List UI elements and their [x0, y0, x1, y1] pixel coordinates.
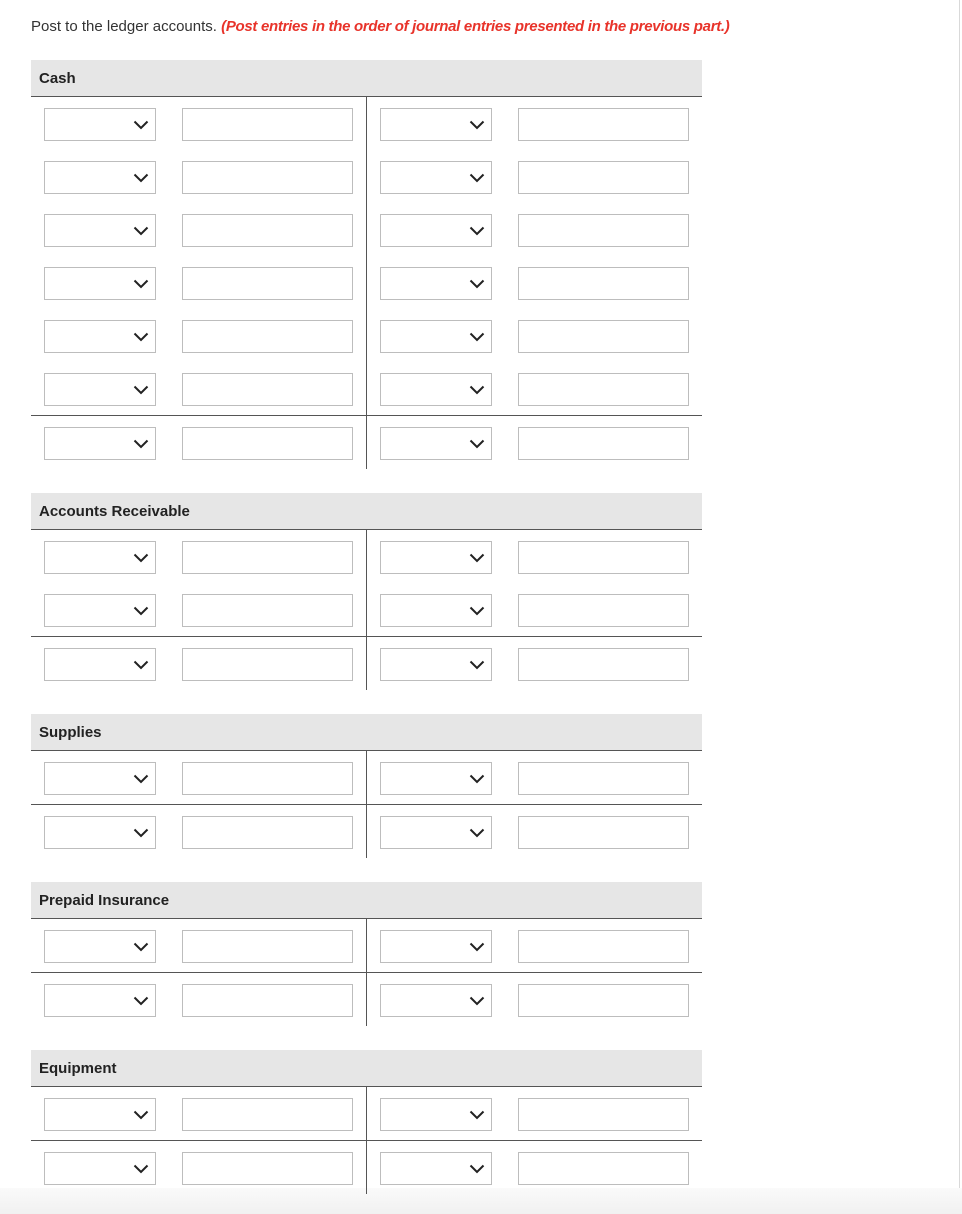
- debit-account-select[interactable]: [44, 267, 156, 300]
- t-account-body: [31, 530, 702, 690]
- debit-amount-input[interactable]: [182, 930, 353, 963]
- account-accounts-receivable: [31, 493, 702, 690]
- credit-amount-input[interactable]: [518, 373, 689, 406]
- debit-amount-input[interactable]: [182, 267, 353, 300]
- account-title: Accounts Receivable: [31, 493, 702, 530]
- credit-account-select[interactable]: [380, 427, 492, 460]
- credit-account-select[interactable]: [380, 541, 492, 574]
- account-title: Equipment: [31, 1050, 702, 1087]
- total-line: [31, 972, 702, 973]
- debit-amount-input[interactable]: [182, 427, 353, 460]
- credit-account-select[interactable]: [380, 108, 492, 141]
- debit-account-select[interactable]: [44, 427, 156, 460]
- credit-amount-input[interactable]: [518, 1152, 689, 1185]
- credit-amount-input[interactable]: [518, 1098, 689, 1131]
- account-title: Supplies: [31, 714, 702, 751]
- debit-amount-input[interactable]: [182, 648, 353, 681]
- ledger-row: [31, 594, 702, 627]
- credit-amount-input[interactable]: [518, 320, 689, 353]
- credit-amount-input[interactable]: [518, 762, 689, 795]
- account-cash: [31, 60, 702, 469]
- debit-account-select[interactable]: [44, 373, 156, 406]
- account-prepaid-insurance: [31, 882, 702, 1026]
- ledger-row: [31, 161, 702, 194]
- ledger-row: [31, 1152, 702, 1185]
- debit-amount-input[interactable]: [182, 108, 353, 141]
- credit-account-select[interactable]: [380, 984, 492, 1017]
- ledger-row: [31, 427, 702, 460]
- credit-account-select[interactable]: [380, 594, 492, 627]
- ledger-row: [31, 1098, 702, 1131]
- t-account-body: [31, 751, 702, 858]
- account-title: Cash: [31, 60, 702, 97]
- t-account-body: [31, 919, 702, 1026]
- debit-amount-input[interactable]: [182, 816, 353, 849]
- debit-amount-input[interactable]: [182, 214, 353, 247]
- debit-account-select[interactable]: [44, 161, 156, 194]
- debit-account-select[interactable]: [44, 648, 156, 681]
- credit-account-select[interactable]: [380, 816, 492, 849]
- credit-amount-input[interactable]: [518, 594, 689, 627]
- credit-account-select[interactable]: [380, 161, 492, 194]
- debit-account-select[interactable]: [44, 984, 156, 1017]
- debit-amount-input[interactable]: [182, 541, 353, 574]
- credit-account-select[interactable]: [380, 214, 492, 247]
- ledger-row: [31, 214, 702, 247]
- ledger-row: [31, 373, 702, 406]
- ledger-row: [31, 648, 702, 681]
- credit-amount-input[interactable]: [518, 930, 689, 963]
- debit-account-select[interactable]: [44, 930, 156, 963]
- ledger-row: [31, 816, 702, 849]
- credit-amount-input[interactable]: [518, 816, 689, 849]
- ledger-row: [31, 108, 702, 141]
- t-account-body: [31, 1087, 702, 1194]
- instruction-text: Post to the ledger accounts.: [31, 18, 217, 35]
- total-line: [31, 1140, 702, 1141]
- credit-account-select[interactable]: [380, 930, 492, 963]
- credit-amount-input[interactable]: [518, 541, 689, 574]
- debit-amount-input[interactable]: [182, 373, 353, 406]
- ledger-row: [31, 267, 702, 300]
- account-supplies: [31, 714, 702, 858]
- credit-account-select[interactable]: [380, 1152, 492, 1185]
- debit-account-select[interactable]: [44, 214, 156, 247]
- ledger-row: [31, 762, 702, 795]
- instruction: [31, 18, 730, 35]
- credit-account-select[interactable]: [380, 320, 492, 353]
- debit-account-select[interactable]: [44, 1098, 156, 1131]
- debit-account-select[interactable]: [44, 320, 156, 353]
- debit-amount-input[interactable]: [182, 320, 353, 353]
- debit-amount-input[interactable]: [182, 984, 353, 1017]
- instruction-note: (Post entries in the order of journal entries presented in the previous part.): [221, 18, 730, 35]
- page-frame-border: [959, 0, 960, 1214]
- debit-account-select[interactable]: [44, 1152, 156, 1185]
- credit-amount-input[interactable]: [518, 267, 689, 300]
- debit-amount-input[interactable]: [182, 1152, 353, 1185]
- ledger-row: [31, 541, 702, 574]
- total-line: [31, 636, 702, 637]
- ledger-row: [31, 320, 702, 353]
- ledger-row: [31, 984, 702, 1017]
- debit-account-select[interactable]: [44, 762, 156, 795]
- credit-account-select[interactable]: [380, 762, 492, 795]
- debit-account-select[interactable]: [44, 594, 156, 627]
- debit-amount-input[interactable]: [182, 161, 353, 194]
- account-equipment: [31, 1050, 702, 1194]
- total-line: [31, 804, 702, 805]
- credit-amount-input[interactable]: [518, 108, 689, 141]
- credit-amount-input[interactable]: [518, 427, 689, 460]
- credit-account-select[interactable]: [380, 373, 492, 406]
- total-line: [31, 415, 702, 416]
- credit-account-select[interactable]: [380, 267, 492, 300]
- debit-account-select[interactable]: [44, 541, 156, 574]
- account-title: Prepaid Insurance: [31, 882, 702, 919]
- t-account-body: [31, 97, 702, 469]
- ledger-row: [31, 930, 702, 963]
- credit-account-select[interactable]: [380, 648, 492, 681]
- credit-amount-input[interactable]: [518, 984, 689, 1017]
- credit-amount-input[interactable]: [518, 648, 689, 681]
- debit-amount-input[interactable]: [182, 1098, 353, 1131]
- credit-account-select[interactable]: [380, 1098, 492, 1131]
- debit-amount-input[interactable]: [182, 762, 353, 795]
- debit-account-select[interactable]: [44, 816, 156, 849]
- credit-amount-input[interactable]: [518, 161, 689, 194]
- credit-amount-input[interactable]: [518, 214, 689, 247]
- debit-amount-input[interactable]: [182, 594, 353, 627]
- debit-account-select[interactable]: [44, 108, 156, 141]
